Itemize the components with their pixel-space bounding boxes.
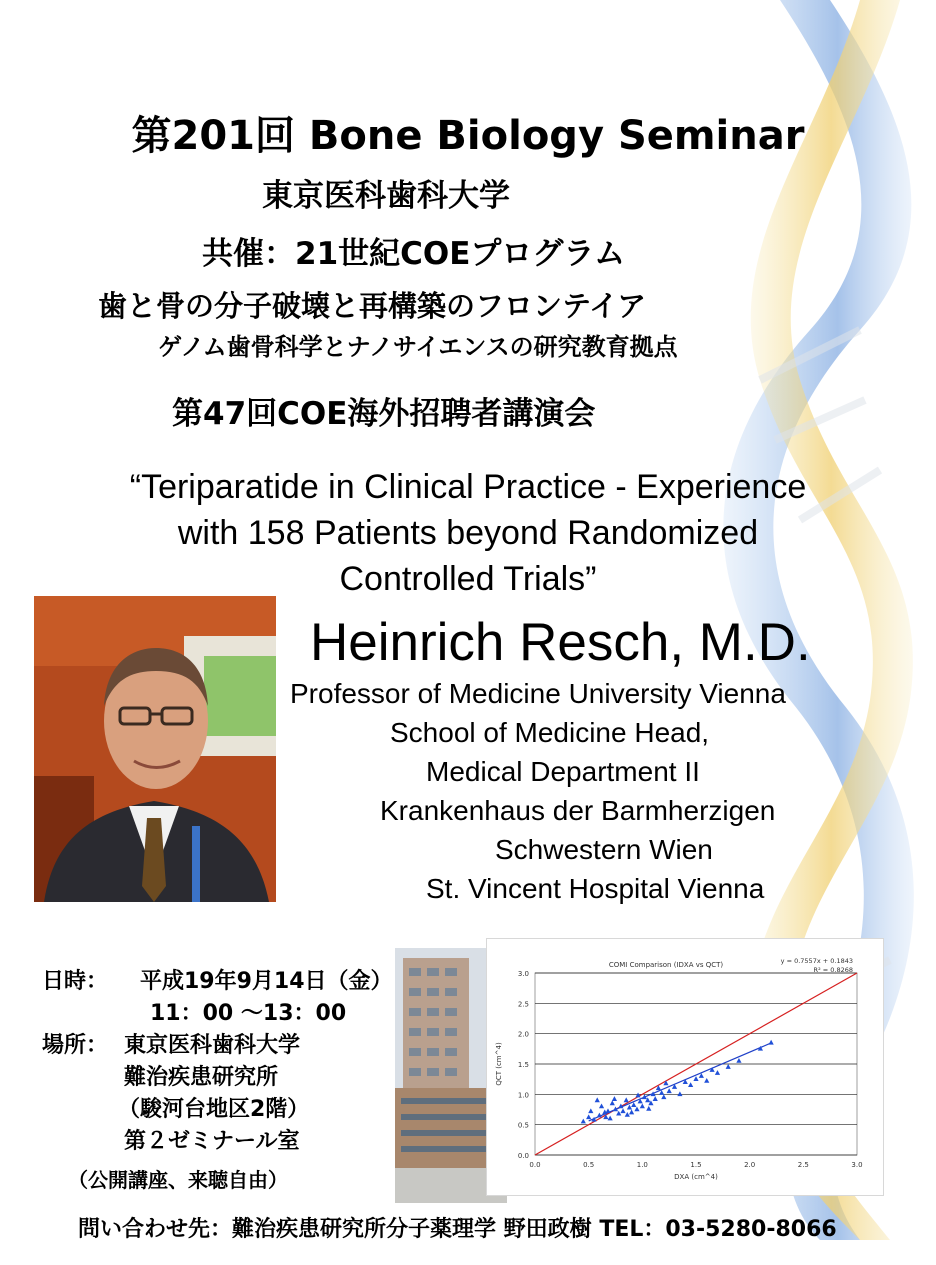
contact-footer: 問い合わせ先：難治疾患研究所分子薬理学 野田政樹 TEL：03-5280-8066 — [78, 1217, 837, 1242]
place-line-1: 東京医科歯科大学 — [124, 1033, 301, 1058]
lecture-series: 第47回COE海外招聘者講演会 — [172, 396, 596, 432]
fit-equation: y = 0.7557x + 0.1843 — [780, 957, 853, 965]
affiliation-line-2: School of Medicine Head, — [390, 717, 710, 748]
talk-title-line-1: “Teriparatide in Clinical Practice - Experience — [129, 468, 807, 506]
y-tick-label: 2.0 — [517, 1030, 529, 1039]
y-tick-label: 0.5 — [517, 1121, 529, 1130]
y-tick-label: 0.0 — [517, 1152, 529, 1160]
x-tick-label: 1.0 — [636, 1161, 648, 1169]
chart-title: COMI Comparison (IDXA vs QCT) — [608, 961, 724, 969]
cohost-line: 共催：21世紀COEプログラム — [202, 236, 626, 272]
affiliation-line-4: Krankenhaus der Barmherzigen — [380, 795, 776, 826]
x-tick-label: 0.5 — [583, 1161, 595, 1169]
x-tick-label: 0.0 — [529, 1161, 541, 1169]
place-label: 場所： — [42, 1033, 109, 1058]
time-value: 11：00 ～13：00 — [150, 1001, 347, 1026]
host-university: 東京医科歯科大学 — [262, 178, 510, 214]
affiliation-line-1: Professor of Medicine University Vienna — [290, 678, 786, 709]
talk-title-line-2: with 158 Patients beyond Randomized — [177, 514, 759, 552]
place-line-3: （駿河台地区2階） — [118, 1097, 310, 1122]
x-tick-label: 3.0 — [851, 1161, 863, 1169]
place-line-4: 第２ゼミナール室 — [124, 1129, 300, 1154]
y-tick-label: 3.0 — [517, 970, 529, 978]
speaker-photo — [34, 596, 276, 902]
speaker-name: Heinrich Resch, M.D. — [310, 613, 811, 672]
program-subtitle: ゲノム歯骨科学とナノサイエンスの研究教育拠点 — [158, 333, 678, 361]
affiliation-line-6: St. Vincent Hospital Vienna — [426, 873, 765, 904]
affiliation-line-5: Schwestern Wien — [495, 834, 713, 865]
y-tick-label: 1.5 — [517, 1061, 529, 1069]
x-axis-label: DXA (cm^4) — [674, 1173, 718, 1181]
date-label: 日時： — [42, 969, 109, 994]
comparison-chart — [486, 938, 884, 1196]
chart-canvas — [487, 939, 883, 1195]
seminar-title: 第201回 Bone Biology Seminar — [131, 113, 805, 159]
r-squared: R² = 0.8268 — [813, 966, 853, 974]
y-tick-label: 2.5 — [517, 1000, 529, 1009]
x-tick-label: 2.0 — [744, 1161, 756, 1169]
public-note: （公開講座、来聴自由） — [68, 1168, 288, 1192]
talk-title-line-3: Controlled Trials” — [339, 560, 597, 598]
y-axis-label: QCT (cm^4) — [495, 1042, 503, 1086]
place-line-2: 難治疾患研究所 — [124, 1065, 279, 1090]
y-tick-label: 1.0 — [517, 1091, 529, 1100]
date-value: 平成19年9月14日（金） — [140, 969, 393, 994]
x-tick-label: 2.5 — [797, 1161, 809, 1169]
x-tick-label: 1.5 — [690, 1161, 702, 1169]
program-name: 歯と骨の分子破壊と再構築のフロンテイア — [98, 289, 647, 323]
affiliation-line-3: Medical Department II — [426, 756, 700, 787]
